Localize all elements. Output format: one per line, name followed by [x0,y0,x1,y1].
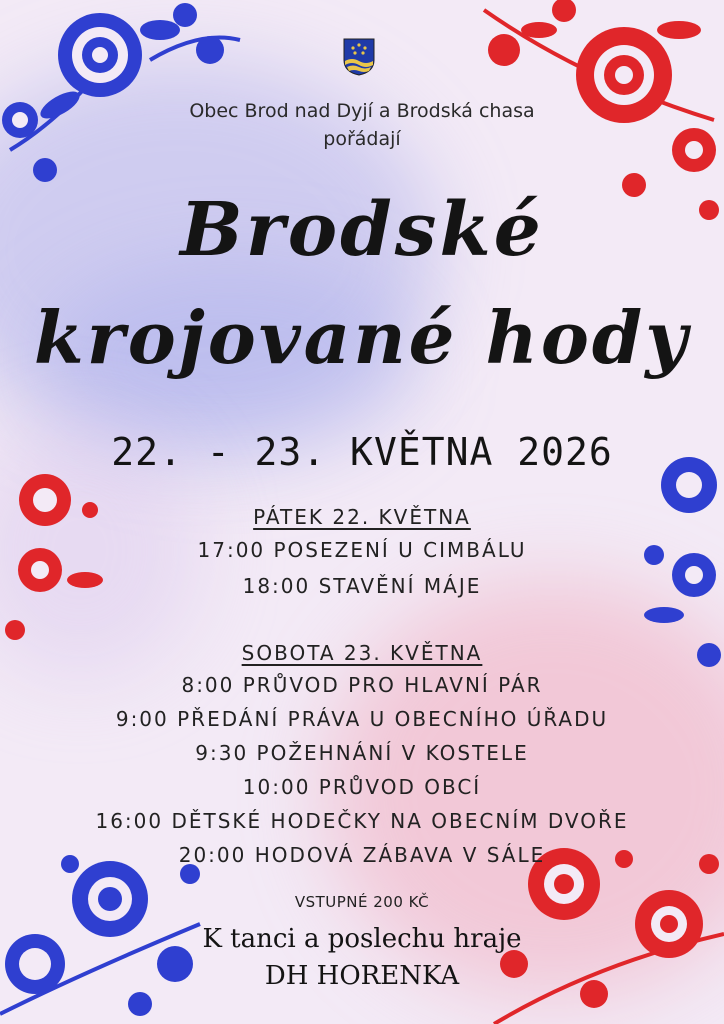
schedule-item: 18:00 STAVĚNÍ MÁJE [242,574,482,598]
organizer-text [0,97,724,153]
schedule-item: 10:00 PRŮVOD OBCÍ [242,775,482,799]
organizer-line-1: Obec Brod nad Dyjí a Brodská chasa [189,100,535,122]
friday-heading: PÁTEK 22. KVĚTNA [253,505,471,529]
friday-schedule [0,502,724,604]
organizer-line-2: pořádají [323,128,401,150]
schedule-item: 8:00 PRŮVOD PRO HLAVNÍ PÁR [181,673,543,697]
village-coat-of-arms-icon [343,38,375,76]
schedule-item: 9:00 PŘEDÁNÍ PRÁVA U OBECNÍHO ÚŘADU [115,707,609,731]
schedule-item: 9:30 POŽEHNÁNÍ V KOSTELE [195,741,529,765]
event-dates: 22. - 23. KVĚTNA 2026 [111,430,613,474]
title-line-2: krojované hody [33,295,691,380]
saturday-schedule [0,638,724,872]
band-name: DH HORENKA [264,961,460,991]
music-invite: K tanci a poslechu hraje [202,924,522,954]
title-line-1: Brodské [180,187,544,273]
schedule-item: 16:00 DĚTSKÉ HODEČKY NA OBECNÍM DVOŘE [95,809,629,833]
saturday-heading: SOBOTA 23. KVĚTNA [241,641,483,665]
schedule-item: 20:00 HODOVÁ ZÁBAVA V SÁLE [178,843,546,867]
entry-fee: VSTUPNÉ 200 KČ [294,893,430,911]
schedule-item: 17:00 POSEZENÍ U CIMBÁLU [197,538,527,562]
